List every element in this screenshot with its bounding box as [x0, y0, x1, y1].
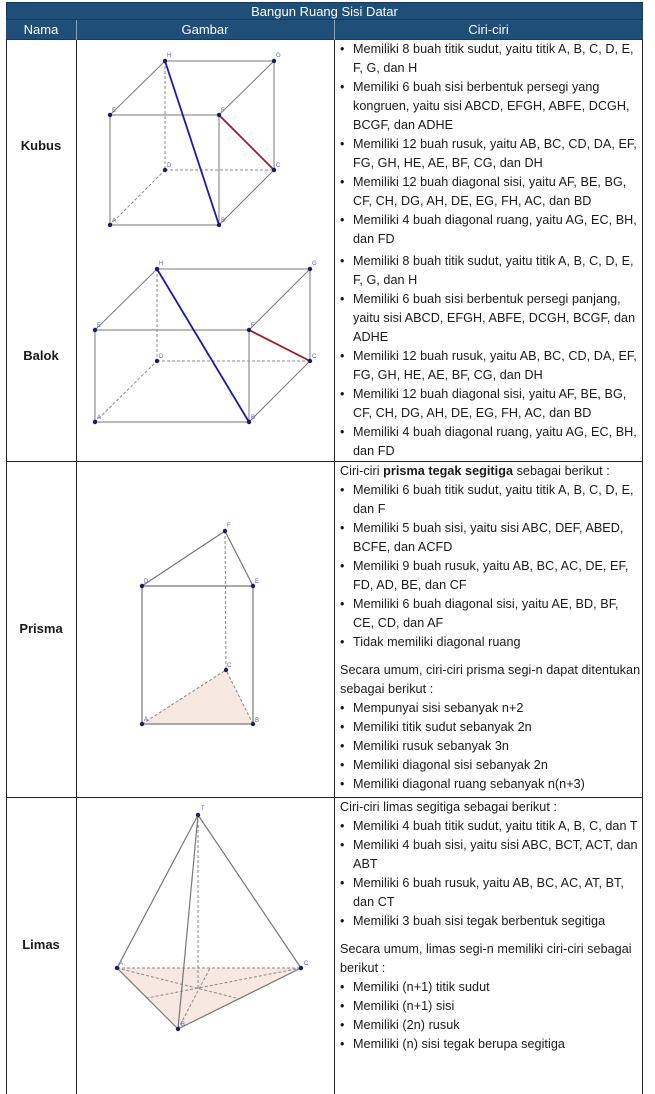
vertex-h: [163, 59, 167, 63]
list-item: • Memiliki rusuk sebanyak 3n: [353, 737, 641, 756]
vertex-label: F: [251, 323, 255, 329]
edge: [249, 361, 310, 422]
header-ciri: Ciri-ciri: [468, 22, 509, 37]
list-item: • Memiliki 12 buah diagonal sisi, yaitu AF, BE, BG, CF, CH, DG, AH, DE, EG, FH, AC, dan BD: [353, 173, 641, 211]
face-diagonal-fc: [249, 330, 310, 361]
column-divider-1: [76, 40, 77, 1094]
list-item: • Memiliki 6 buah sisi berbentuk persegi yang kongruen, yaitu sisi ABCD, EFGH, ABFE, DCGH, BCGF, dan ADHE: [353, 78, 641, 135]
list-item: • Tidak memiliki diagonal ruang: [353, 633, 641, 652]
vertex-label: C: [227, 663, 232, 669]
vertex-label: C: [312, 354, 317, 360]
list-item: • Memiliki 5 buah sisi, yaitu sisi ABC, DEF, ABED, BCFE, dan ACFD: [353, 519, 641, 557]
vertex-label: T: [201, 806, 205, 812]
hidden-edge: [95, 361, 157, 422]
prisma-intro: Ciri-ciri prisma tegak segitiga sebagai berikut :: [340, 464, 610, 478]
base-face: [142, 670, 253, 724]
vertex-label: C: [304, 961, 309, 967]
base-face: [117, 968, 301, 1029]
vertex-label: A: [112, 218, 117, 224]
list-item: • Memiliki diagonal ruang sebanyak n(n+3): [353, 775, 641, 794]
list-item: • Memiliki 9 buah rusuk, yaitu AB, BC, AC, DE, EF, FD, AD, BE, dan CF: [353, 557, 641, 595]
pyramid-figure: [90, 795, 330, 1045]
prisma-general-intro: Secara umum, ciri-ciri prisma segi-n dapat ditentukan sebagai berikut :: [340, 663, 641, 696]
vertex-label: B: [255, 718, 260, 724]
list-item: • Memiliki (n) sisi tegak berupa segitiga: [353, 1035, 641, 1054]
cube-figure: [80, 40, 330, 240]
hidden-edge: [225, 531, 226, 670]
table-title: Bangun Ruang Sisi Datar: [6, 2, 643, 20]
vertex-c: [299, 966, 303, 970]
vertex-label: D: [144, 579, 149, 585]
kubus-characteristics: [335, 40, 641, 249]
vertex-label: D: [167, 163, 172, 169]
vertex-label: C: [276, 163, 281, 169]
list-item: • Memiliki diagonal sisi sebanyak 2n: [353, 756, 641, 775]
vertex-label: A: [119, 961, 124, 967]
edge: [249, 269, 310, 330]
list-item: • Memiliki (2n) rusuk: [353, 1016, 641, 1035]
vertex-label: A: [144, 717, 149, 723]
vertex-b: [176, 1027, 180, 1031]
space-diagonal-bh: [157, 269, 249, 422]
vertex-label: F: [221, 108, 225, 114]
list-item: • Memiliki (n+1) titik sudut: [353, 978, 641, 997]
row-name-prisma: Prisma: [19, 621, 63, 636]
prisma-characteristics: [335, 462, 641, 794]
limas-characteristics: [335, 798, 641, 1054]
prism-figure: [110, 510, 290, 740]
vertex-label: E: [255, 579, 260, 585]
row-name-balok: Balok: [23, 348, 59, 363]
list-item: • Memiliki 8 buah titik sudut, yaitu titik A, B, C, D, E, F, G, dan H: [353, 40, 641, 78]
list-item: • Memiliki 6 buah diagonal sisi, yaitu AE, BD, BF, CE, CD, dan AF: [353, 595, 641, 633]
vertex-h: [155, 267, 159, 271]
header-nama: Nama: [6, 20, 77, 40]
list-item: • Mempunyai sisi sebanyak n+2: [353, 699, 641, 718]
vertex-label: E: [112, 108, 117, 114]
edge: [198, 815, 301, 968]
row-name-limas: Limas: [22, 937, 60, 952]
hidden-edge: [110, 170, 165, 225]
edge: [142, 531, 225, 586]
list-item: • Memiliki 4 buah diagonal ruang, yaitu AG, EC, BH, dan FD: [353, 423, 641, 461]
table-header-row: [6, 20, 643, 40]
edge: [219, 170, 274, 225]
list-item: • Memiliki (n+1) sisi: [353, 997, 641, 1016]
table-border-right: [642, 40, 643, 1094]
limas-general-intro: Secara umum, limas segi-n memiliki ciri-ciri sebagai berikut :: [340, 942, 632, 975]
list-item: • Memiliki 12 buah diagonal sisi, yaitu AF, BE, BG, CF, CH, DG, AH, DE, EG, FH, AC, dan BD: [353, 385, 641, 423]
vertex-label: F: [227, 523, 231, 529]
vertex-f: [223, 529, 227, 533]
edge: [95, 269, 157, 330]
list-item: • Memiliki 6 buah rusuk, yaitu AB, BC, AC, AT, BT, dan CT: [353, 874, 641, 912]
list-item: • Memiliki 4 buah sisi, yaitu sisi ABC, BCT, ACT, dan ABT: [353, 836, 641, 874]
list-item: • Memiliki titik sudut sebanyak 2n: [353, 718, 641, 737]
vertex-label: B: [181, 1022, 186, 1028]
list-item: • Memiliki 8 buah titik sudut, yaitu titik A, B, C, D, E, F, G, dan H: [353, 252, 641, 290]
face-diagonal-fc: [219, 115, 274, 170]
edge: [219, 61, 274, 115]
vertex-label: G: [276, 53, 281, 59]
balok-characteristics: [335, 252, 641, 461]
vertex-label: B: [221, 218, 226, 224]
list-item: • Memiliki 12 buah rusuk, yaitu AB, BC, CD, DA, EF, FG, GH, HE, AE, BF, CG, dan DH: [353, 347, 641, 385]
header-gambar: Gambar: [76, 20, 335, 40]
vertex-label: G: [312, 261, 317, 267]
edge: [225, 531, 253, 586]
list-item: • Memiliki 3 buah sisi tegak berbentuk segitiga: [353, 912, 641, 931]
edge: [110, 61, 165, 115]
list-item: • Memiliki 4 buah diagonal ruang, yaitu AG, EC, BH, dan FD: [353, 211, 641, 249]
vertex-label: A: [97, 415, 102, 421]
vertex-g: [308, 267, 312, 271]
vertex-g: [272, 59, 276, 63]
space-diagonal-bh: [165, 61, 219, 225]
vertex-label: B: [251, 415, 256, 421]
vertex-label: H: [159, 261, 164, 267]
limas-intro: Ciri-ciri limas segitiga sebagai berikut :: [340, 800, 557, 814]
list-item: • Memiliki 6 buah sisi berbentuk persegi panjang, yaitu sisi ABCD, EFGH, ABFE, DCGH, BCGF, dan ADHE: [353, 290, 641, 347]
table-border-left: [6, 40, 7, 1094]
vertex-label: D: [159, 354, 164, 360]
list-item: • Memiliki 12 buah rusuk, yaitu AB, BC, CD, DA, EF, FG, GH, HE, AE, BF, CG, dan DH: [353, 135, 641, 173]
row-name-kubus: Kubus: [20, 138, 62, 153]
vertex-label: H: [167, 53, 172, 59]
vertex-t: [196, 813, 200, 817]
list-item: • Memiliki 4 buah titik sudut, yaitu titik A, B, C, dan T: [353, 817, 641, 836]
list-item: • Memiliki 6 buah titik sudut, yaitu titik A, B, C, D, E, dan F: [353, 481, 641, 519]
cuboid-figure: [80, 250, 330, 440]
vertex-label: E: [97, 323, 102, 329]
